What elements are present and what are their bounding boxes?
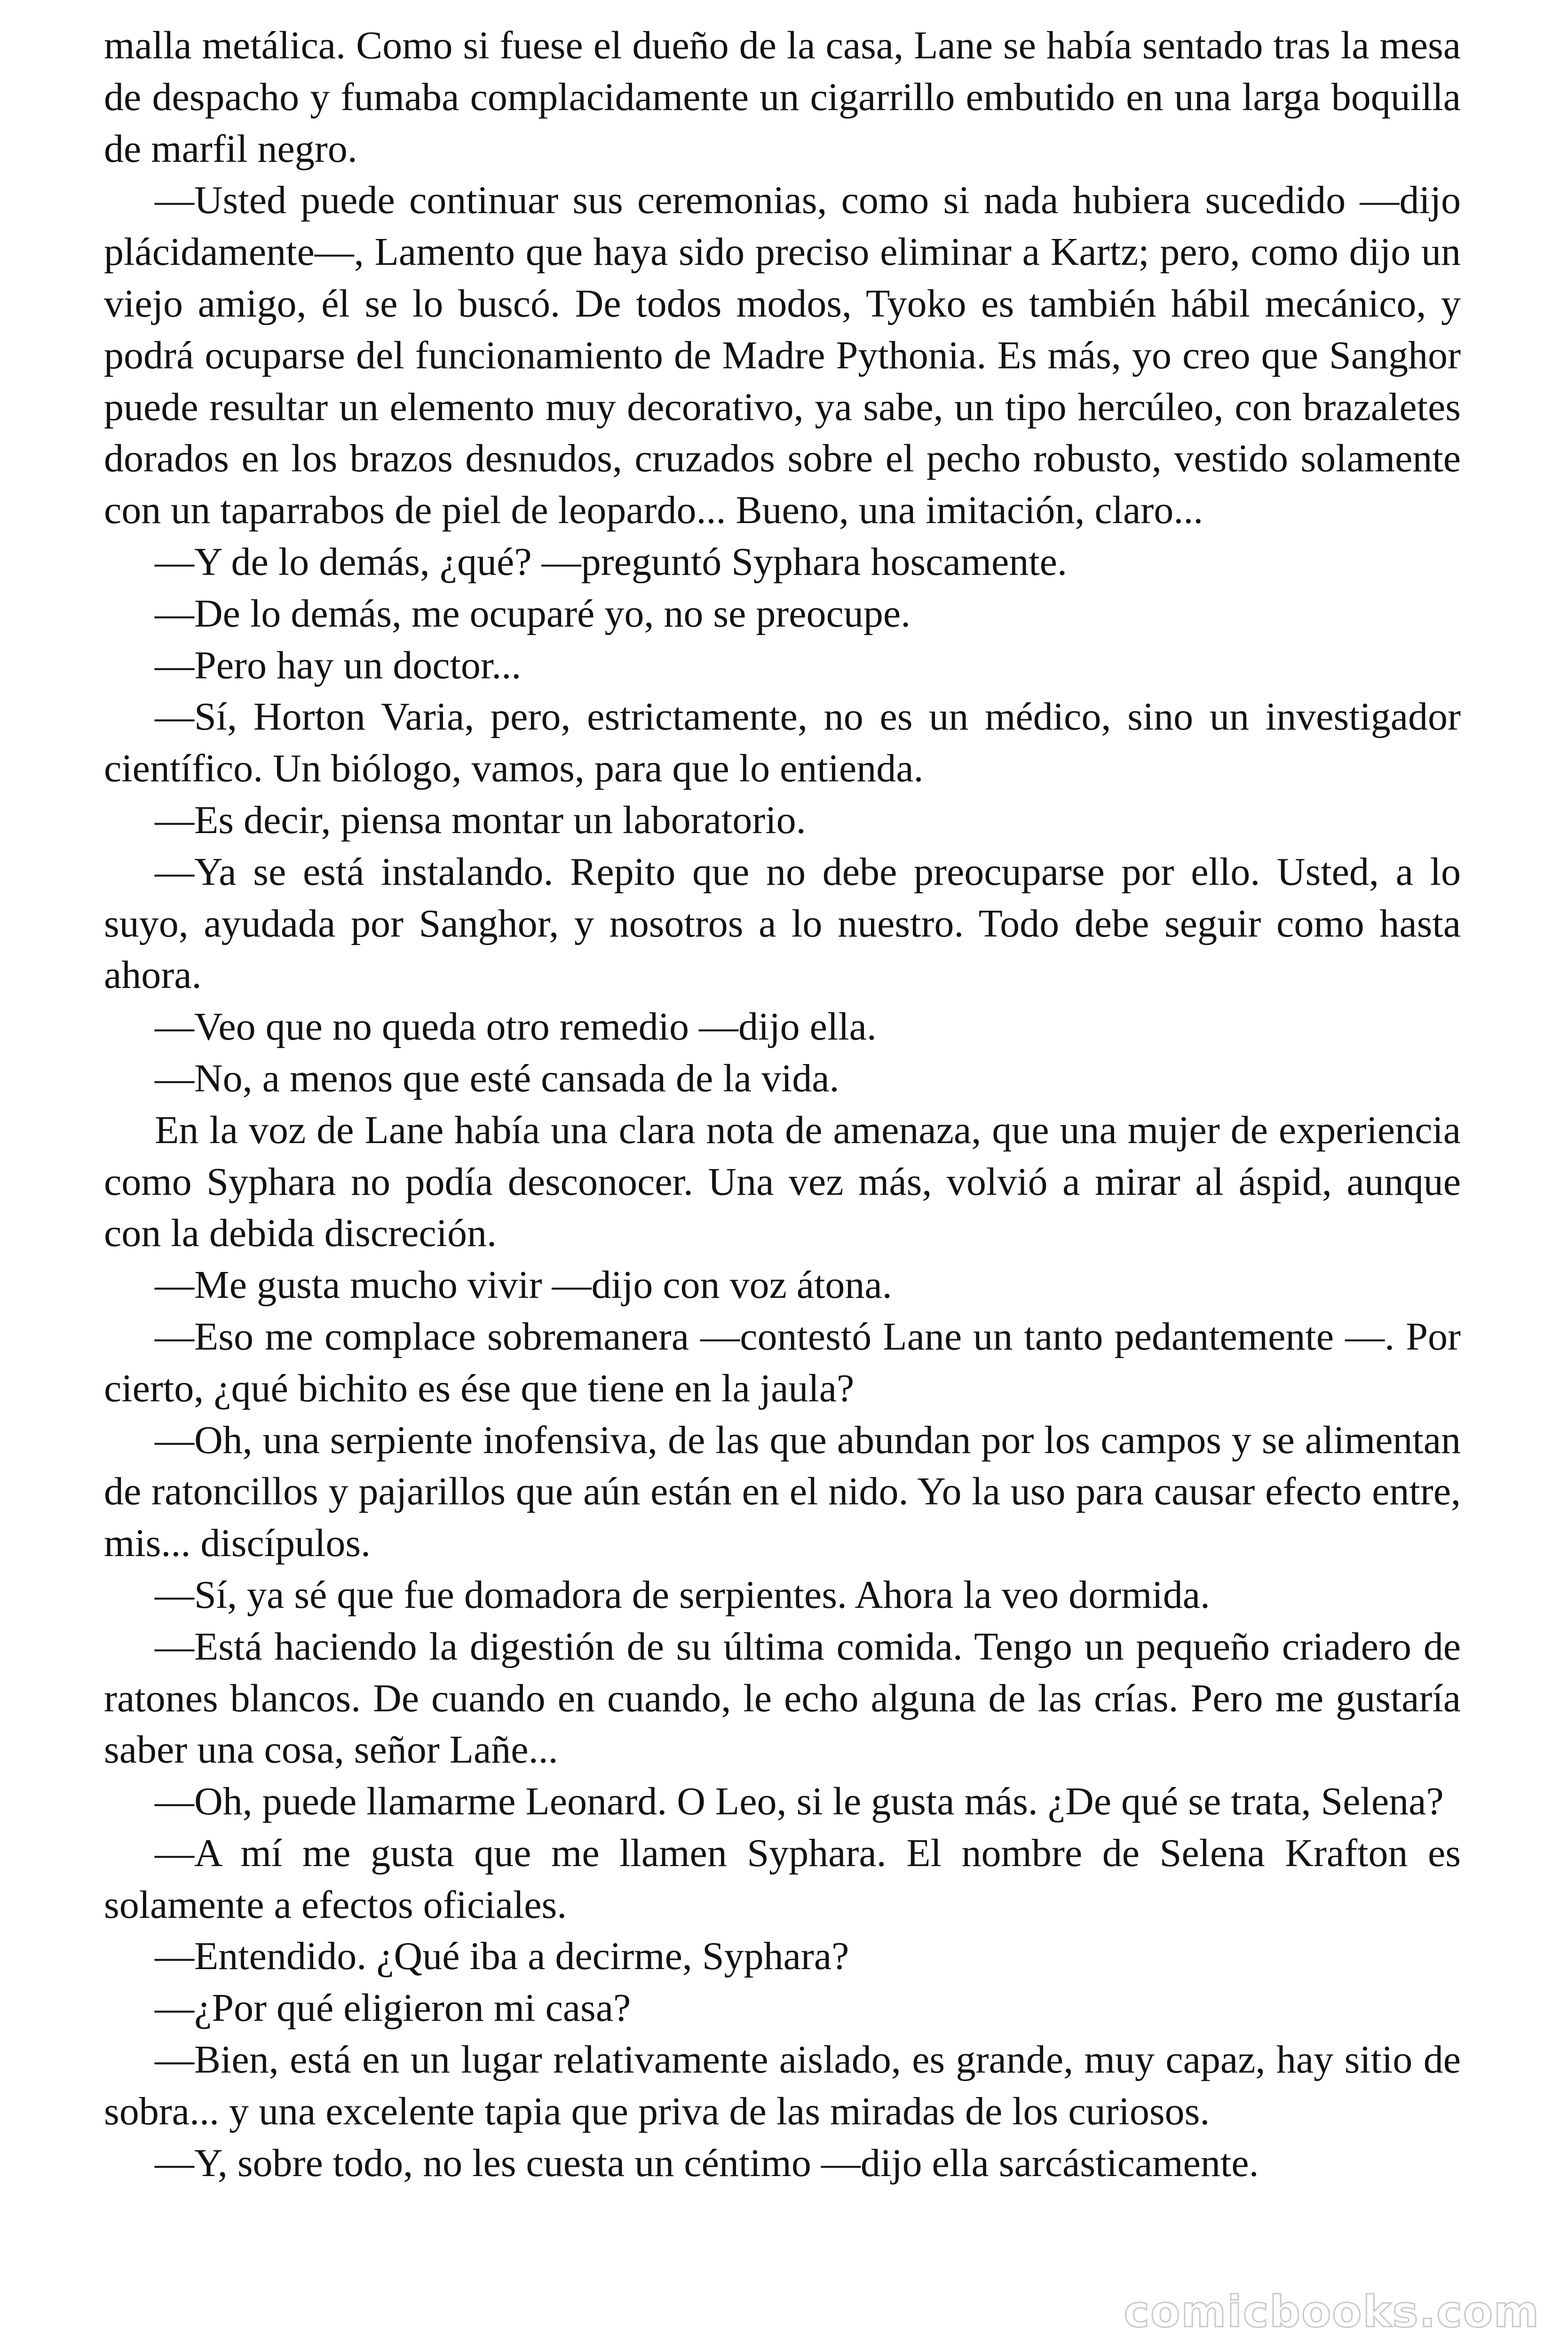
paragraph: malla metálica. Como si fuese el dueño de la casa, Lane se había sentado tras la mesa de despacho y fumaba complacidamente un cigarrillo embutido en una larga boquilla de marfil negro.: [104, 24, 1461, 171]
paragraph: —Y de lo demás, ¿qué? —preguntó Syphara hoscamente.: [155, 540, 1067, 584]
paragraph: —De lo demás, me ocuparé yo, no se preocupe.: [155, 591, 911, 636]
body-text: [104, 20, 1461, 2189]
paragraph: —Ya se está instalando. Repito que no debe preocuparse por ello. Usted, a lo suyo, ayudada por Sanghor, y nosotros a lo nuestro. Todo debe seguir como hasta ahora.: [104, 850, 1461, 997]
paragraph: —Es decir, piensa montar un laboratorio.: [155, 798, 806, 842]
paragraph: En la voz de Lane había una clara nota de amenaza, que una mujer de experiencia como Syphara no podía desconocer. Una vez más, volvió a mirar al áspid, aunque con la debida discreción.: [104, 1108, 1461, 1255]
paragraph: —Bien, está en un lugar relativamente aislado, es grande, muy capaz, hay sitio de sobra... y una excelente tapia que priva de las miradas de los curiosos.: [104, 2038, 1461, 2133]
paragraph: —Sí, ya sé que fue domadora de serpientes. Ahora la veo dormida.: [155, 1573, 1211, 1617]
paragraph: —Me gusta mucho vivir —dijo con voz átona.: [155, 1263, 892, 1307]
paragraph: —No, a menos que esté cansada de la vida.: [155, 1056, 839, 1100]
paragraph: —Sí, Horton Varia, pero, estrictamente, no es un médico, sino un investigador científico. Un biólogo, vamos, para que lo entienda.: [104, 695, 1461, 791]
paragraph: —Usted puede continuar sus ceremonias, como si nada hubiera sucedido —dijo plácidamente—, Lamento que haya sido preciso eliminar a Kartz; pero, como dijo un viejo amigo, él se lo buscó. De todos modos, Tyoko es también hábil mecánico, y podrá ocuparse del funcionamiento de Madre Pythonia. Es más, yo creo que Sanghor puede resultar un elemento muy decorativo, ya sabe, un tipo hercúleo, con brazaletes dorados en los brazos desnudos, cruzados sobre el pecho robusto, vestido solamente con un taparrabos de piel de leopardo... Bueno, una imitación, claro...: [104, 178, 1461, 532]
paragraph: —Veo que no queda otro remedio —dijo ella.: [155, 1005, 877, 1049]
paragraph: —Entendido. ¿Qué iba a decirme, Syphara?: [155, 1934, 849, 1979]
paragraph: —A mí me gusta que me llamen Syphara. El nombre de Selena Krafton es solamente a efectos oficiales.: [104, 1831, 1461, 1927]
paragraph: —Está haciendo la digestión de su última comida. Tengo un pequeño criadero de ratones blancos. De cuando en cuando, le echo alguna de las crías. Pero me gustaría saber una cosa, señor Lañe...: [104, 1624, 1461, 1772]
paragraph: —Pero hay un doctor...: [155, 643, 522, 687]
paragraph: —¿Por qué eligieron mi casa?: [155, 1986, 631, 2030]
paragraph: —Oh, puede llamarme Leonard. O Leo, si le gusta más. ¿De qué se trata, Selena?: [155, 1780, 1444, 1824]
paragraph: —Y, sobre todo, no les cuesta un céntimo —dijo ella sarcásticamente.: [155, 2141, 1259, 2185]
paragraph: —Oh, una serpiente inofensiva, de las que abundan por los campos y se alimentan de ratoncillos y pajarillos que aún están en el nido. Yo la uso para causar efecto entre, mis... discípulos.: [104, 1418, 1461, 1565]
paragraph: —Eso me complace sobremanera —contestó Lane un tanto pedantemente —. Por cierto, ¿qué bichito es ése que tiene en la jaula?: [104, 1314, 1461, 1410]
watermark: comicbooks.com: [1124, 2287, 1540, 2337]
